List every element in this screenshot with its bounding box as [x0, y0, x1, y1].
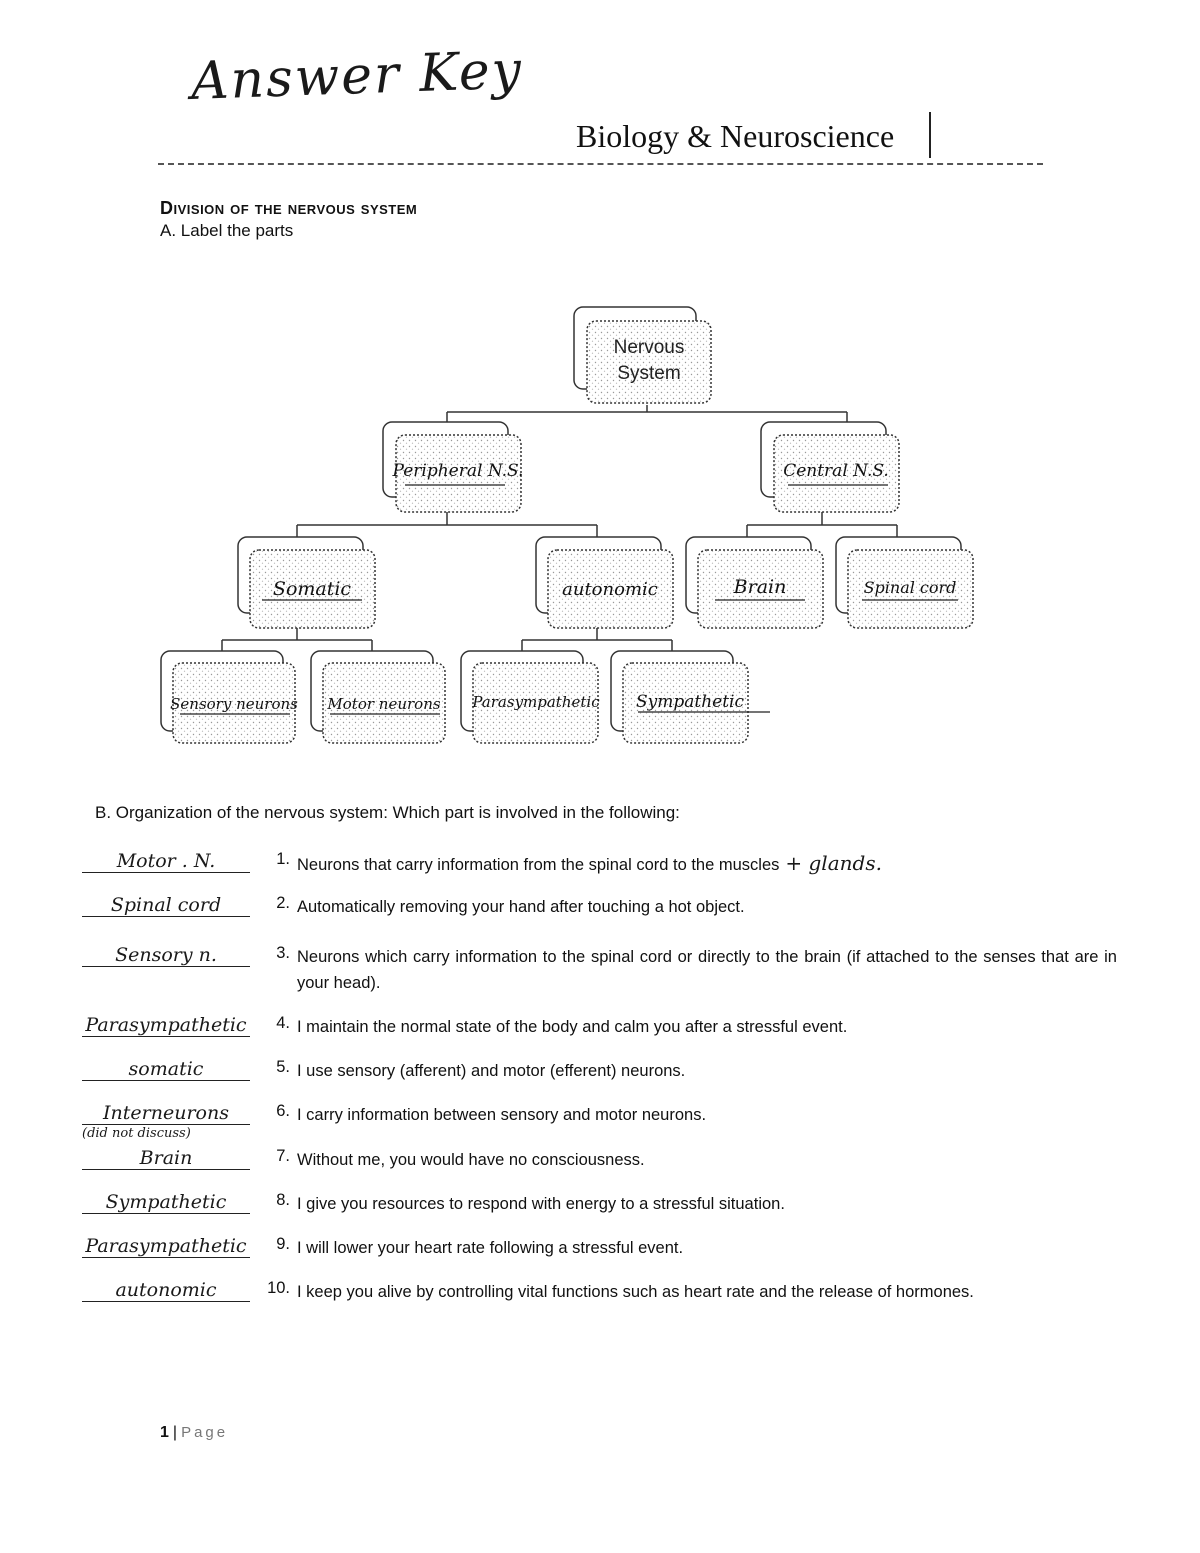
answer-10: autonomic [82, 1279, 250, 1302]
question-number-2: 2. [276, 894, 290, 912]
question-text-10: I keep you alive by controlling vital functions such as heart rate and the release of hormones. [297, 1283, 974, 1301]
question-number-8: 8. [276, 1191, 290, 1209]
question-number-9: 9. [276, 1235, 290, 1253]
question-text-9: I will lower your heart rate following a stressful event. [297, 1239, 684, 1257]
box-somatic [238, 537, 375, 628]
page-number: 1 [160, 1424, 169, 1441]
question-number-7: 7. [276, 1147, 290, 1165]
answer-4: Parasympathetic [82, 1014, 250, 1037]
handwritten-answer-key-title: Answer Key [190, 40, 524, 112]
header-vertical-bar [929, 112, 931, 158]
question-text-3: Neurons which carry information to the spinal cord or directly to the brain (if attached to the senses that are in your head). [297, 948, 1117, 992]
question-number-6: 6. [276, 1102, 290, 1120]
question-number-4: 4. [276, 1014, 290, 1032]
page-footer [160, 1424, 228, 1442]
answer-6-note: (did not discuss) [82, 1126, 191, 1141]
box-label-nervous-line2: System [617, 363, 681, 384]
answer-1: Motor . N. [82, 850, 250, 873]
nervous-system-diagram [150, 295, 1050, 755]
question-text-8: I give you resources to respond with energy to a stressful situation. [297, 1195, 785, 1213]
box-label-peripheral: Peripheral N.S. [392, 461, 524, 481]
answer-1-addendum: + glands. [785, 851, 882, 875]
box-label-sympathetic: Sympathetic [635, 692, 745, 712]
box-label-autonomic: autonomic [562, 579, 658, 600]
question-number-1: 1. [276, 850, 290, 868]
answer-3: Sensory n. [82, 944, 250, 967]
question-text-1 [297, 850, 1117, 878]
question-number-10: 10. [267, 1279, 290, 1297]
question-text-6: I carry information between sensory and motor neurons. [297, 1106, 707, 1124]
question-text-4: I maintain the normal state of the body and calm you after a stressful event. [297, 1018, 848, 1036]
question-text-1-main: Neurons that carry information from the spinal cord to the muscles [297, 856, 780, 874]
box-spinal-cord [836, 537, 973, 628]
box-autonomic [536, 537, 673, 628]
box-label-nervous-line1: Nervous [613, 337, 685, 358]
box-motor-neurons [311, 651, 445, 743]
box-nervous-system [574, 307, 711, 403]
box-brain [686, 537, 823, 628]
question-text-5: I use sensory (afferent) and motor (efferent) neurons. [297, 1062, 686, 1080]
box-parasympathetic [461, 651, 600, 743]
box-label-parasympathetic: Parasympathetic [472, 693, 600, 711]
box-label-sensory: Sensory neurons [170, 695, 298, 713]
box-peripheral-ns [383, 422, 523, 512]
box-label-motor: Motor neurons [327, 695, 441, 713]
answer-8: Sympathetic [82, 1191, 250, 1214]
answer-6: Interneurons [82, 1102, 250, 1125]
box-label-somatic: Somatic [272, 578, 352, 600]
answer-7: Brain [82, 1147, 250, 1170]
box-label-brain: Brain [733, 576, 787, 598]
answer-5: somatic [82, 1058, 250, 1081]
box-label-central: Central N.S. [783, 461, 889, 481]
question-text-2: Automatically removing your hand after touching a hot object. [297, 898, 745, 916]
part-a-instruction: A. Label the parts [160, 221, 294, 240]
question-number-5: 5. [276, 1058, 290, 1076]
part-b-instruction: B. Organization of the nervous system: Which part is involved in the following: [95, 803, 680, 822]
box-label-spinal-cord: Spinal cord [863, 578, 957, 597]
box-sensory-neurons [161, 651, 298, 743]
section-title: Division of the nervous system [160, 198, 418, 218]
header-rule [158, 163, 1043, 165]
answer-2: Spinal cord [82, 894, 250, 917]
box-central-ns [761, 422, 899, 512]
question-text-7: Without me, you would have no consciousness. [297, 1151, 645, 1169]
page-label: Page [181, 1424, 229, 1441]
box-sympathetic [611, 651, 770, 743]
document-header-title: Biology & Neuroscience [576, 118, 895, 154]
page-separator: | [172, 1424, 178, 1441]
answer-9: Parasympathetic [82, 1235, 250, 1258]
question-number-3: 3. [276, 944, 290, 962]
